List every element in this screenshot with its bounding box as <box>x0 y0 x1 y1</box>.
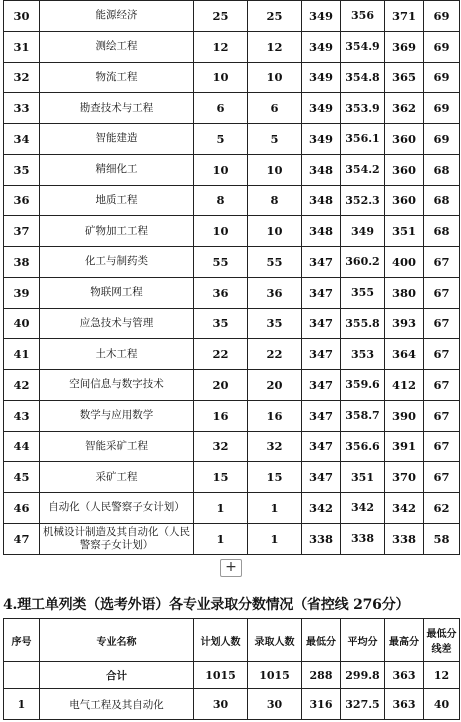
row-no: 37 <box>4 216 40 247</box>
row-no: 31 <box>4 31 40 62</box>
row-min: 349 <box>302 31 341 62</box>
row-admit: 1 <box>248 493 302 524</box>
table-row <box>4 400 460 431</box>
row-avg: 354.2 <box>341 154 385 185</box>
row-min: 347 <box>302 247 341 278</box>
row-no: 36 <box>4 185 40 216</box>
row-no: 39 <box>4 277 40 308</box>
row-avg: 353.9 <box>341 93 385 124</box>
row-diff: 62 <box>424 493 460 524</box>
table-row <box>4 339 460 370</box>
table-row <box>4 462 460 493</box>
row-max: 391 <box>385 431 424 462</box>
row-max: 362 <box>385 93 424 124</box>
header-avg: 平均分 <box>341 619 385 662</box>
row-min: 347 <box>302 339 341 370</box>
table-row <box>4 247 460 278</box>
row-no: 34 <box>4 124 40 155</box>
table-row <box>4 185 460 216</box>
row-diff: 69 <box>424 62 460 93</box>
row-avg: 353 <box>341 339 385 370</box>
row-min: 347 <box>302 462 341 493</box>
row-min: 347 <box>302 431 341 462</box>
table-row <box>4 523 460 554</box>
row-max: 363 <box>385 689 424 720</box>
row-avg: 359.6 <box>341 370 385 401</box>
row-min: 338 <box>302 523 341 554</box>
row-admit: 15 <box>248 462 302 493</box>
row-major-name: 智能采矿工程 <box>40 431 194 462</box>
row-admit: 36 <box>248 277 302 308</box>
total-avg: 299.8 <box>341 662 385 689</box>
row-min: 349 <box>302 62 341 93</box>
row-diff: 68 <box>424 216 460 247</box>
row-min: 349 <box>302 124 341 155</box>
table-row <box>4 689 460 720</box>
table-row <box>4 370 460 401</box>
row-major-name: 自动化（人民警察子女计划） <box>40 493 194 524</box>
row-diff: 58 <box>424 523 460 554</box>
row-major-name: 能源经济 <box>40 1 194 32</box>
row-avg: 356 <box>341 1 385 32</box>
row-avg: 351 <box>341 462 385 493</box>
header-min: 最低分 <box>302 619 341 662</box>
row-major-name: 采矿工程 <box>40 462 194 493</box>
row-plan: 1 <box>194 523 248 554</box>
row-major-name: 智能建造 <box>40 124 194 155</box>
row-min: 342 <box>302 493 341 524</box>
row-avg: 342 <box>341 493 385 524</box>
row-major-name: 数学与应用数学 <box>40 400 194 431</box>
row-plan: 8 <box>194 185 248 216</box>
row-major-name: 化工与制药类 <box>40 247 194 278</box>
row-avg: 338 <box>341 523 385 554</box>
row-avg: 327.5 <box>341 689 385 720</box>
row-diff: 69 <box>424 31 460 62</box>
row-diff: 67 <box>424 431 460 462</box>
row-diff: 69 <box>424 124 460 155</box>
row-admit: 10 <box>248 62 302 93</box>
row-admit: 32 <box>248 431 302 462</box>
row-max: 360 <box>385 185 424 216</box>
table-header-row <box>4 619 460 662</box>
table-row <box>4 493 460 524</box>
row-diff: 69 <box>424 1 460 32</box>
row-plan: 10 <box>194 154 248 185</box>
row-plan: 15 <box>194 462 248 493</box>
row-plan: 10 <box>194 216 248 247</box>
row-max: 338 <box>385 523 424 554</box>
row-no: 32 <box>4 62 40 93</box>
row-plan: 36 <box>194 277 248 308</box>
row-admit: 6 <box>248 93 302 124</box>
row-plan: 22 <box>194 339 248 370</box>
row-diff: 67 <box>424 462 460 493</box>
row-min: 347 <box>302 400 341 431</box>
row-no: 1 <box>4 689 40 720</box>
row-admit: 10 <box>248 154 302 185</box>
row-admit: 12 <box>248 31 302 62</box>
row-plan: 20 <box>194 370 248 401</box>
table-row <box>4 431 460 462</box>
table-row <box>4 31 460 62</box>
row-avg: 356.6 <box>341 431 385 462</box>
science-foreign-language-scores-table <box>3 618 460 720</box>
row-max: 360 <box>385 124 424 155</box>
row-no: 44 <box>4 431 40 462</box>
row-max: 390 <box>385 400 424 431</box>
row-diff: 67 <box>424 400 460 431</box>
row-plan: 12 <box>194 31 248 62</box>
row-avg: 355.8 <box>341 308 385 339</box>
row-plan: 25 <box>194 1 248 32</box>
admission-scores-table-continued <box>3 0 460 555</box>
row-diff: 67 <box>424 370 460 401</box>
row-max: 371 <box>385 1 424 32</box>
total-plan: 1015 <box>194 662 248 689</box>
table-row <box>4 62 460 93</box>
row-min: 348 <box>302 216 341 247</box>
row-major-name: 勘查技术与工程 <box>40 93 194 124</box>
row-avg: 354.9 <box>341 31 385 62</box>
row-avg: 356.1 <box>341 124 385 155</box>
row-diff: 40 <box>424 689 460 720</box>
header-max: 最高分 <box>385 619 424 662</box>
row-plan: 55 <box>194 247 248 278</box>
row-avg: 354.8 <box>341 62 385 93</box>
row-min: 348 <box>302 185 341 216</box>
row-admit: 1 <box>248 523 302 554</box>
row-max: 342 <box>385 493 424 524</box>
row-avg: 349 <box>341 216 385 247</box>
row-min: 349 <box>302 1 341 32</box>
row-plan: 16 <box>194 400 248 431</box>
row-admit: 8 <box>248 185 302 216</box>
table-row <box>4 154 460 185</box>
row-min: 347 <box>302 277 341 308</box>
row-major-name: 应急技术与管理 <box>40 308 194 339</box>
header-diff: 最低分线差 <box>424 619 460 662</box>
total-no <box>4 662 40 689</box>
table-row <box>4 124 460 155</box>
row-admit: 25 <box>248 1 302 32</box>
row-major-name: 空间信息与数字技术 <box>40 370 194 401</box>
row-max: 360 <box>385 154 424 185</box>
row-min: 316 <box>302 689 341 720</box>
row-min: 347 <box>302 308 341 339</box>
row-major-name: 物流工程 <box>40 62 194 93</box>
total-min: 288 <box>302 662 341 689</box>
row-max: 364 <box>385 339 424 370</box>
row-diff: 68 <box>424 185 460 216</box>
table-row <box>4 93 460 124</box>
header-no: 序号 <box>4 619 40 662</box>
row-max: 365 <box>385 62 424 93</box>
row-diff: 68 <box>424 154 460 185</box>
section-title: 4.理工单列类（选考外语）各专业录取分数情况（省控线 276分） <box>3 597 410 613</box>
row-no: 33 <box>4 93 40 124</box>
row-no: 43 <box>4 400 40 431</box>
row-max: 351 <box>385 216 424 247</box>
row-major-name: 地质工程 <box>40 185 194 216</box>
row-diff: 69 <box>424 93 460 124</box>
row-plan: 10 <box>194 62 248 93</box>
row-max: 393 <box>385 308 424 339</box>
row-min: 347 <box>302 370 341 401</box>
header-plan: 计划人数 <box>194 619 248 662</box>
row-diff: 67 <box>424 277 460 308</box>
row-max: 380 <box>385 277 424 308</box>
row-plan: 35 <box>194 308 248 339</box>
row-no: 47 <box>4 523 40 554</box>
row-avg: 355 <box>341 277 385 308</box>
row-max: 369 <box>385 31 424 62</box>
row-major-name: 机械设计制造及其自动化（人民警察子女计划） <box>40 523 194 554</box>
row-min: 349 <box>302 93 341 124</box>
row-diff: 67 <box>424 339 460 370</box>
row-admit: 22 <box>248 339 302 370</box>
row-no: 35 <box>4 154 40 185</box>
total-label: 合计 <box>40 662 194 689</box>
row-no: 41 <box>4 339 40 370</box>
table-row <box>4 277 460 308</box>
row-plan: 1 <box>194 493 248 524</box>
row-admit: 10 <box>248 216 302 247</box>
table-row <box>4 308 460 339</box>
row-major-name: 土木工程 <box>40 339 194 370</box>
table-row <box>4 216 460 247</box>
total-diff: 12 <box>424 662 460 689</box>
row-admit: 5 <box>248 124 302 155</box>
row-max: 400 <box>385 247 424 278</box>
row-no: 40 <box>4 308 40 339</box>
row-min: 348 <box>302 154 341 185</box>
header-admit: 录取人数 <box>248 619 302 662</box>
row-major-name: 测绘工程 <box>40 31 194 62</box>
row-diff: 67 <box>424 308 460 339</box>
row-admit: 30 <box>248 689 302 720</box>
row-avg: 360.2 <box>341 247 385 278</box>
total-admit: 1015 <box>248 662 302 689</box>
row-max: 370 <box>385 462 424 493</box>
total-row <box>4 662 460 689</box>
row-plan: 6 <box>194 93 248 124</box>
header-name: 专业名称 <box>40 619 194 662</box>
row-admit: 55 <box>248 247 302 278</box>
row-no: 38 <box>4 247 40 278</box>
row-no: 42 <box>4 370 40 401</box>
row-admit: 20 <box>248 370 302 401</box>
row-major-name: 电气工程及其自动化 <box>40 689 194 720</box>
row-avg: 352.3 <box>341 185 385 216</box>
row-major-name: 精细化工 <box>40 154 194 185</box>
row-diff: 67 <box>424 247 460 278</box>
row-plan: 30 <box>194 689 248 720</box>
total-max: 363 <box>385 662 424 689</box>
row-no: 45 <box>4 462 40 493</box>
expand-table-button[interactable]: + <box>220 559 242 577</box>
row-no: 46 <box>4 493 40 524</box>
row-major-name: 矿物加工工程 <box>40 216 194 247</box>
row-max: 412 <box>385 370 424 401</box>
row-plan: 32 <box>194 431 248 462</box>
row-no: 30 <box>4 1 40 32</box>
row-admit: 16 <box>248 400 302 431</box>
row-admit: 35 <box>248 308 302 339</box>
row-major-name: 物联网工程 <box>40 277 194 308</box>
row-avg: 358.7 <box>341 400 385 431</box>
table-row <box>4 1 460 32</box>
row-plan: 5 <box>194 124 248 155</box>
